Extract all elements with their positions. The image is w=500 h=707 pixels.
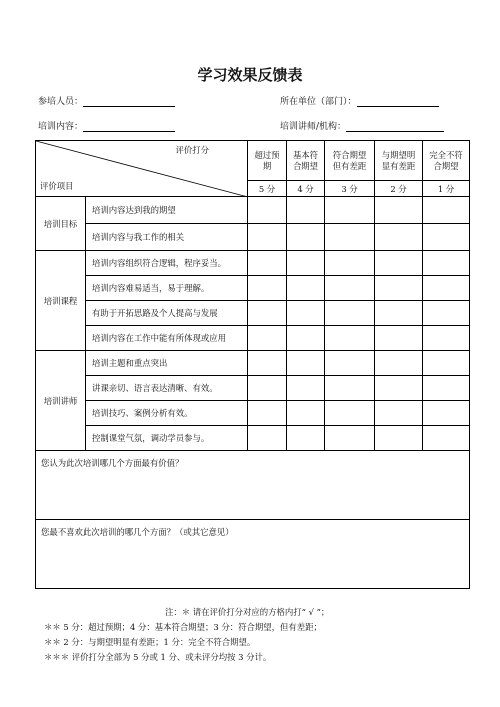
score-cell[interactable] [287, 426, 325, 451]
score-cell[interactable] [375, 197, 423, 224]
score-cell[interactable] [423, 276, 470, 301]
participant-input-line[interactable] [83, 96, 175, 107]
score-header: 1 分 [423, 181, 470, 197]
item-label: 讲课亲切、语言表达清晰、有效。 [86, 376, 248, 401]
diagonal-header-cell [36, 141, 248, 197]
score-cell[interactable] [248, 197, 287, 224]
item-label: 培训内容与我工作的相关 [86, 224, 248, 251]
unit-field [280, 94, 439, 107]
table-row [36, 301, 470, 326]
score-cell[interactable] [375, 376, 423, 401]
score-cell[interactable] [423, 326, 470, 351]
level-header: 符合期望但有差距 [325, 141, 375, 181]
item-label: 培训内容在工作中能有所体现或应用 [86, 326, 248, 351]
score-cell[interactable] [423, 301, 470, 326]
section-label: 培训课程 [36, 251, 86, 351]
score-cell[interactable] [287, 376, 325, 401]
question-valuable[interactable] [36, 451, 470, 520]
score-cell[interactable] [423, 251, 470, 276]
score-cell[interactable] [375, 351, 423, 376]
table-row [36, 376, 470, 401]
score-cell[interactable] [325, 426, 375, 451]
score-cell[interactable] [375, 276, 423, 301]
score-cell[interactable] [325, 301, 375, 326]
score-cell[interactable] [248, 301, 287, 326]
score-cell[interactable] [375, 426, 423, 451]
score-cell[interactable] [423, 197, 470, 224]
level-header: 基本符合期望 [287, 141, 325, 181]
score-cell[interactable] [287, 301, 325, 326]
score-cell[interactable] [423, 351, 470, 376]
score-cell[interactable] [375, 401, 423, 426]
score-cell[interactable] [325, 251, 375, 276]
trainer-input-line[interactable] [346, 121, 444, 132]
score-header: 2 分 [375, 181, 423, 197]
score-cell[interactable] [248, 426, 287, 451]
table-row [36, 224, 470, 251]
evaluation-table [35, 140, 470, 589]
note-2: ＊＊ 5 分：超过预期；4 分：基本符合期望；3 分：符合期望，但有差距； [44, 622, 322, 632]
score-cell[interactable] [325, 276, 375, 301]
page-title: 学习效果反馈表 [197, 66, 303, 84]
question-row [36, 451, 470, 520]
score-cell[interactable] [248, 401, 287, 426]
score-cell[interactable] [287, 276, 325, 301]
item-label: 控制课堂气氛，调动学员参与。 [86, 426, 248, 451]
score-cell[interactable] [248, 224, 287, 251]
score-cell[interactable] [423, 224, 470, 251]
item-label: 培训主题和重点突出 [86, 351, 248, 376]
score-cell[interactable] [423, 376, 470, 401]
question-valuable-text: 您认为此次培训哪几个方面最有价值？ [41, 458, 184, 468]
score-cell[interactable] [325, 197, 375, 224]
participant-label: 参培人员： [38, 97, 84, 107]
trainer-label: 培训讲师/机构： [280, 122, 347, 132]
score-cell[interactable] [287, 351, 325, 376]
table-row [36, 251, 470, 276]
unit-input-line[interactable] [357, 96, 439, 107]
item-label: 培训内容难易适当，易于理解。 [86, 276, 248, 301]
score-cell[interactable] [325, 376, 375, 401]
item-label: 培训技巧、案例分析有效。 [86, 401, 248, 426]
question-dislike[interactable] [36, 520, 470, 589]
note-3: ＊＊ 2 分：与期望明显有差距；1 分：完全不符合期望。 [44, 637, 256, 647]
score-cell[interactable] [287, 224, 325, 251]
score-cell[interactable] [423, 426, 470, 451]
table-row [36, 197, 470, 224]
score-cell[interactable] [248, 276, 287, 301]
item-label: 有助于开拓思路及个人提高与发展 [86, 301, 248, 326]
score-cell[interactable] [325, 326, 375, 351]
score-cell[interactable] [287, 326, 325, 351]
section-label: 培训目标 [36, 197, 86, 251]
table-row [36, 351, 470, 376]
score-cell[interactable] [325, 224, 375, 251]
score-cell[interactable] [325, 351, 375, 376]
participant-field [38, 94, 175, 107]
level-header: 与期望明显有差距 [375, 141, 423, 181]
table-row [36, 326, 470, 351]
question-row [36, 520, 470, 589]
eval-item-label: 评价项目 [40, 181, 74, 191]
content-field [38, 119, 175, 132]
content-label: 培训内容： [38, 122, 84, 132]
table-row [36, 426, 470, 451]
unit-label: 所在单位（部门）： [280, 97, 357, 107]
score-cell[interactable] [423, 401, 470, 426]
score-cell[interactable] [287, 401, 325, 426]
item-label: 培训内容达到我的期望 [86, 197, 248, 224]
score-header: 3 分 [325, 181, 375, 197]
content-input-line[interactable] [83, 121, 175, 132]
trainer-field [280, 119, 444, 132]
score-cell[interactable] [248, 376, 287, 401]
score-cell[interactable] [248, 351, 287, 376]
item-label: 培训内容组织符合逻辑，程序妥当。 [86, 251, 248, 276]
note-4: ＊＊＊ 评价打分全部为 5 分或 1 分、或未评分均按 3 分计。 [44, 652, 272, 662]
table-row [36, 276, 470, 301]
level-header: 完全不符合期望 [423, 141, 470, 181]
header-row [36, 141, 470, 181]
score-cell[interactable] [325, 401, 375, 426]
score-cell[interactable] [248, 326, 287, 351]
score-header: 4 分 [287, 181, 325, 197]
score-header: 5 分 [248, 181, 287, 197]
score-cell[interactable] [375, 326, 423, 351]
score-cell[interactable] [375, 251, 423, 276]
question-dislike-text: 您最不喜欢此次培训的哪几个方面？（或其它意见） [41, 527, 234, 537]
score-cell[interactable] [287, 251, 325, 276]
table-row [36, 401, 470, 426]
score-cell[interactable] [375, 224, 423, 251]
eval-score-label: 评价打分 [175, 145, 209, 155]
score-cell[interactable] [375, 301, 423, 326]
section-label: 培训讲师 [36, 351, 86, 451]
score-cell[interactable] [287, 197, 325, 224]
note-1: 注：＊ 请在评价打分对应的方格内打“ √ ”； [165, 607, 330, 617]
score-cell[interactable] [248, 251, 287, 276]
level-header: 超过预期 [248, 141, 287, 181]
